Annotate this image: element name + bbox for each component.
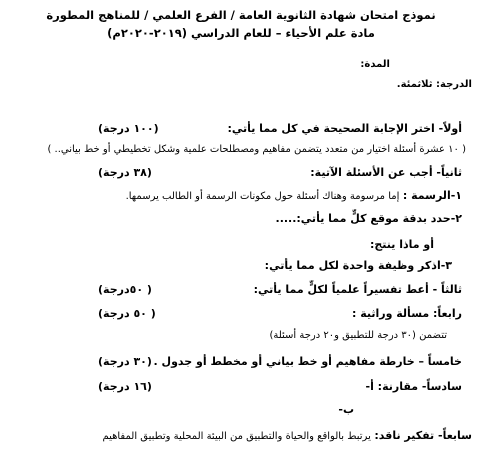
q2-item1-text: إما مرسومة وهناك أسئلة حول مكونات الرسمة أو الطالب يرسمها.: [125, 191, 400, 202]
q6-points: (١٦ درجة): [98, 380, 152, 393]
q4-title: رابعاً: مسألة وراثية :: [351, 307, 462, 320]
q7-text: يرتبط بالواقع والحياة والتطبيق من البيئة المحلية وتطبيق المفاهيم: [102, 431, 371, 442]
q2-item2: ٢-حدد بدقة موقع كلٍّ مما يأتي:.....: [275, 212, 462, 225]
q6-item-b: ب-: [338, 403, 354, 416]
q7-title: سابعاً- تفكير ناقد:: [374, 429, 472, 442]
exam-subtitle: مادة علم الأحياء – للعام الدراسي (٢٠١٩-٢٠٢٠م): [107, 26, 375, 40]
q1-points: (١٠٠ درجة): [98, 122, 159, 135]
grade-label: الدرجة: ثلاثمئة.: [396, 79, 472, 90]
q2-title: ثانياً- أجب عن الأسئلة الآتية:: [310, 166, 462, 179]
exam-title: نموذج امتحان شهادة الثانوية العامة / الفرع العلمي / للمناهج المطورة: [46, 8, 436, 22]
duration-label: المدة:: [360, 59, 390, 70]
q5-title: خامساً – خارطة مفاهيم أو خط بياني أو مخطط أو جدول .: [153, 355, 462, 368]
q4-points: ( ٥٠ درجة): [98, 307, 156, 320]
q2-item1: [126, 189, 462, 204]
q2-item3: ٣-اذكر وظيفة واحدة لكل مما يأتي:: [264, 259, 452, 272]
q3-points: ( ٥٠درجة): [98, 283, 152, 296]
q2-item1-head: ١-الرسمة :: [402, 189, 462, 202]
q6-title: سادساً- مقارنة: أ-: [365, 380, 462, 393]
q1-note: ( ١٠ عشرة أسئلة اختيار من متعدد يتضمن مفاهيم ومصطلحات علمية وشكل تخطيطي أو خط بياني.. ): [47, 144, 466, 155]
q5-points: (٣٠ درجة): [98, 355, 152, 368]
q1-title: أولاً- اختر الإجابة الصحيحة في كل مما يأتي:: [227, 122, 462, 135]
q4-note: تتضمن (٣٠ درجة للتطبيق و٢٠ درجة أسئلة): [269, 330, 447, 341]
q2-points: (٣٨ درجة): [98, 166, 152, 179]
q3-title: ثالثاً - أعط تفسيراً علمياً لكلٍّ مما يأتي:: [253, 283, 462, 296]
q2-item2b: أو ماذا ينتج:: [369, 238, 434, 251]
q7: [102, 429, 472, 444]
